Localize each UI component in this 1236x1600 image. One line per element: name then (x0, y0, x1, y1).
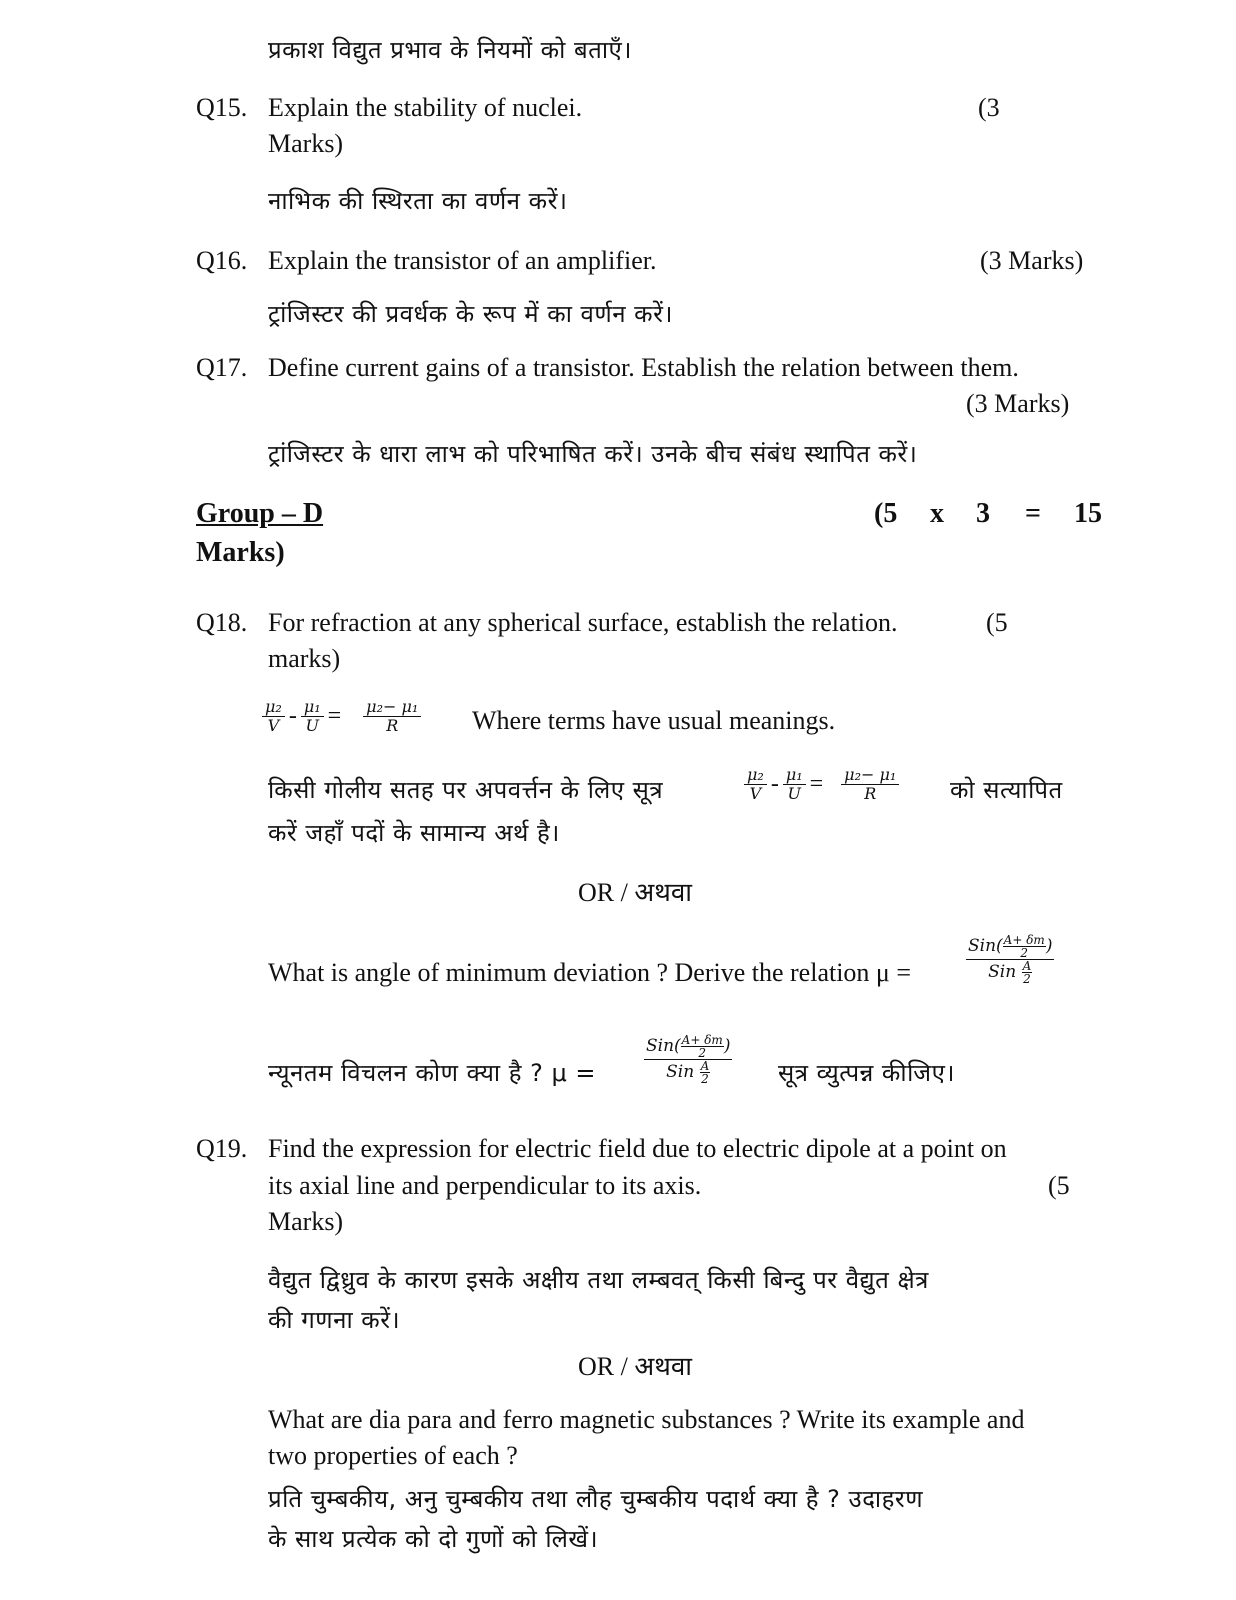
half-angle-frac (1003, 934, 1046, 959)
group-marks-cont: Marks) (196, 537, 285, 568)
half-angle-frac (681, 1034, 724, 1059)
equals-sign: = (809, 771, 824, 797)
q18-alt-hindi-b: सूत्र व्युत्पन्न कीजिए। (778, 1059, 955, 1087)
tiny-num: A (700, 1059, 710, 1073)
refraction-formula-hindi (744, 766, 899, 803)
frac-den: R (386, 716, 399, 735)
q15-number: Q15. (196, 93, 248, 122)
tiny-num: A+ δm (1003, 933, 1045, 947)
q18-number: Q18. (196, 608, 248, 637)
frac-num: μ₁ (301, 698, 324, 717)
refraction-formula (262, 698, 421, 735)
sin-label: Sin (666, 1062, 695, 1082)
frac-mu2-v (262, 698, 285, 735)
frac-mu2-v (744, 766, 767, 803)
tiny-den: 2 (1023, 972, 1031, 986)
deviation-den (966, 960, 1054, 985)
q18-hindi-a: किसी गोलीय सतह पर अपवर्त्तन के लिए सूत्र (268, 776, 664, 804)
minus-sign: - (288, 703, 297, 729)
close-paren: ) (723, 1036, 731, 1056)
q15-text: Explain the stability of nuclei. (268, 93, 583, 122)
deviation-formula-hindi (644, 1034, 732, 1085)
q18-marks: (5 (986, 608, 1008, 637)
tiny-den: 2 (1020, 946, 1029, 960)
sin-label: Sin( (646, 1036, 681, 1056)
minus-sign: - (770, 771, 779, 797)
deviation-den (644, 1060, 732, 1085)
q18-or: OR / अथवा (578, 878, 693, 907)
deviation-fraction (644, 1034, 732, 1085)
sin-label: Sin (988, 962, 1017, 982)
deviation-formula (966, 934, 1054, 985)
frac-diff-r (841, 766, 899, 803)
q16-marks: (3 Marks) (980, 246, 1084, 275)
frac-den: V (749, 784, 762, 803)
frac-num: μ₂− μ₁ (363, 698, 421, 717)
q19-alt-2: two properties of each ? (268, 1441, 518, 1470)
tiny-num: A (1022, 959, 1032, 973)
tiny-den: 2 (701, 1072, 709, 1086)
sin-label: Sin( (968, 936, 1003, 956)
group-marks-open: (5 (874, 498, 898, 529)
q15-hindi: नाभिक की स्थिरता का वर्णन करें। (268, 187, 568, 215)
q19-alt-1: What are dia para and ferro magnetic substances ? Write its example and (268, 1405, 1025, 1434)
q18-hindi-c: करें जहाँ पदों के सामान्य अर्थ है। (268, 819, 560, 847)
q19-hindi-2: की गणना करें। (268, 1306, 401, 1334)
q16-text: Explain the transistor of an amplifier. (268, 246, 657, 275)
frac-mu1-u (301, 698, 324, 735)
q18-alt-text: What is angle of minimum deviation ? Derive the relation μ = (268, 958, 912, 987)
equals-sign: = (327, 703, 342, 729)
frac-den: U (787, 784, 801, 803)
deviation-fraction (966, 934, 1054, 985)
frac-den: R (864, 784, 877, 803)
q19-marks: (5 (1048, 1171, 1070, 1200)
q16-hindi: ट्रांजिस्टर की प्रवर्धक के रूप में का वर्णन करें। (268, 300, 674, 328)
frac-num: μ₁ (783, 766, 806, 785)
group-marks-x: x (930, 498, 944, 529)
q17-hindi: ट्रांजिस्टर के धारा लाभ को परिभाषित करें। उनके बीच संबंध स्थापित करें। (268, 440, 918, 468)
group-marks-15: 15 (1074, 498, 1102, 529)
frac-mu1-u (783, 766, 806, 803)
q19-alt-hindi-1: प्रति चुम्बकीय, अनु चुम्बकीय तथा लौह चुम्बकीय पदार्थ क्या है ? उदाहरण (268, 1485, 924, 1513)
close-paren: ) (1045, 936, 1053, 956)
half-a-frac (1022, 960, 1033, 985)
frac-den: V (267, 716, 280, 735)
q18-where: Where terms have usual meanings. (472, 706, 836, 735)
q19-number: Q19. (196, 1134, 248, 1163)
frac-diff-r (363, 698, 421, 735)
q19-or: OR / अथवा (578, 1352, 693, 1381)
frac-num: μ₂− μ₁ (841, 766, 899, 785)
group-marks-eq: = (1025, 498, 1041, 529)
q18-alt-hindi-a: न्यूनतम विचलन कोण क्या है ? μ = (268, 1059, 596, 1087)
q18-marks-cont: marks) (268, 644, 341, 673)
half-a-frac (700, 1060, 711, 1085)
q15-marks: (3 (978, 93, 1000, 122)
q16-number: Q16. (196, 246, 248, 275)
q19-alt-hindi-2: के साथ प्रत्येक को दो गुणों को लिखें। (268, 1525, 599, 1553)
q17-number: Q17. (196, 353, 248, 382)
group-marks-3: 3 (976, 498, 990, 529)
frac-num: μ₂ (262, 698, 285, 717)
q17-text: Define current gains of a transistor. Establish the relation between them. (268, 353, 1019, 382)
q18-text: For refraction at any spherical surface, establish the relation. (268, 608, 898, 637)
frac-num: μ₂ (744, 766, 767, 785)
deviation-num (644, 1034, 732, 1060)
group-title: Group – D (196, 498, 324, 529)
q18-hindi-b: को सत्यापित (950, 776, 1063, 804)
q19-marks-cont: Marks) (268, 1207, 344, 1236)
deviation-num (966, 934, 1054, 960)
tiny-den: 2 (698, 1046, 707, 1060)
tiny-num: A+ δm (681, 1033, 723, 1047)
q17-marks: (3 Marks) (966, 389, 1070, 418)
q19-line2: its axial line and perpendicular to its axis. (268, 1171, 702, 1200)
q15-marks-cont: Marks) (268, 129, 344, 158)
frac-den: U (305, 716, 319, 735)
intro-hindi: प्रकाश विद्युत प्रभाव के नियमों को बताएँ। (268, 36, 632, 64)
q19-hindi-1: वैद्युत द्विध्रुव के कारण इसके अक्षीय तथा लम्बवत् किसी बिन्दु पर वैद्युत क्षेत्र (268, 1266, 929, 1294)
q19-line1: Find the expression for electric field due to electric dipole at a point on (268, 1134, 1007, 1163)
